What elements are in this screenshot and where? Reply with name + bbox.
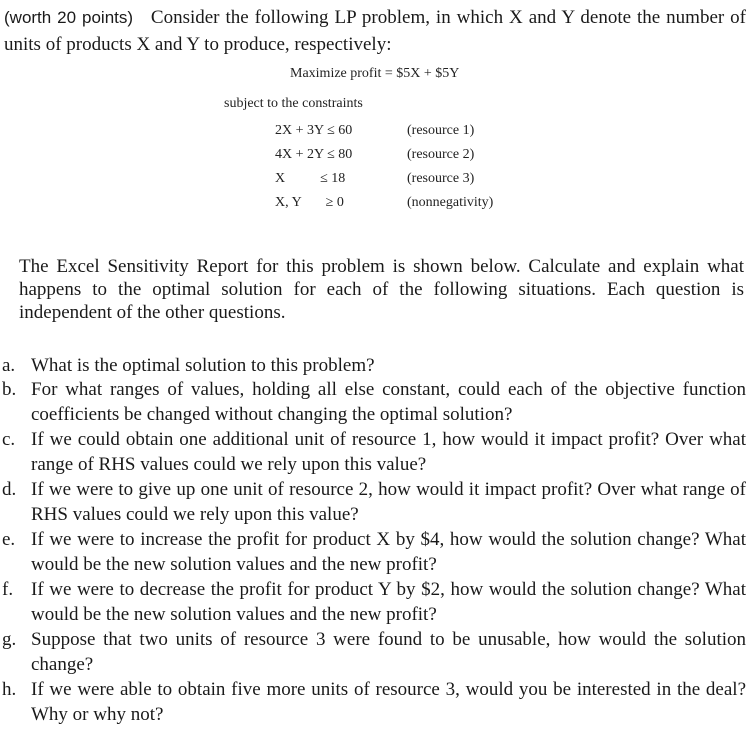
constraint-label: (resource 3) — [407, 171, 475, 186]
question-letter: h. — [2, 679, 17, 700]
question-text: If we could obtain one additional unit of resource 1, how would it impact profit? Over what range of RHS values could we rely upon this value? — [31, 429, 746, 475]
constraint-label: (nonnegativity) — [407, 195, 494, 210]
question-letter: g. — [2, 629, 17, 650]
question-letter: a. — [2, 355, 16, 376]
question-letter: f. — [2, 579, 14, 600]
question-text: If we were able to obtain five more units of resource 3, would you be interested in the deal? Why or why not? — [31, 679, 746, 725]
question-letter: e. — [2, 529, 16, 550]
question-text: What is the optimal solution to this problem? — [31, 355, 375, 376]
question-text: If we were to decrease the profit for product Y by $2, how would the solution change? What would be the new solution values and the new profit? — [31, 579, 746, 625]
constraint-expression: X, Y ≥ 0 — [275, 195, 344, 210]
instructions-paragraph: The Excel Sensitivity Report for this problem is shown below. Calculate and explain what happens to the optimal solution for each of the following situations. Each question is independent of the other questions. — [19, 256, 744, 323]
objective-function: Maximize profit = $5X + $5Y — [290, 66, 460, 81]
constraint-label: (resource 2) — [407, 147, 475, 162]
constraint-expression: 2X + 3Y ≤ 60 — [275, 123, 353, 138]
constraint-expression: X ≤ 18 — [275, 171, 346, 186]
question-text: Suppose that two units of resource 3 were found to be unusable, how would the solution change? — [31, 629, 746, 675]
question-text: If we were to give up one unit of resource 2, how would it impact profit? Over what range of RHS values could we rely upon this value? — [31, 479, 746, 525]
question-text: For what ranges of values, holding all else constant, could each of the objective function coefficients be changed without changing the optimal solution? — [31, 379, 746, 425]
question-letter: b. — [2, 379, 17, 400]
constraints-heading: subject to the constraints — [224, 96, 363, 111]
points-label: (worth 20 points) — [4, 8, 134, 27]
constraint-expression: 4X + 2Y ≤ 80 — [275, 147, 353, 162]
intro-text: Consider the following LP problem, in which X and Y denote the number of units of products X and Y to produce, respectively: — [4, 7, 746, 55]
question-text: If we were to increase the profit for product X by $4, how would the solution change? What would be the new solution values and the new profit? — [31, 529, 746, 575]
problem-intro — [4, 4, 746, 58]
constraint-label: (resource 1) — [407, 123, 475, 138]
question-letter: c. — [2, 429, 16, 450]
question-letter: d. — [2, 479, 17, 500]
